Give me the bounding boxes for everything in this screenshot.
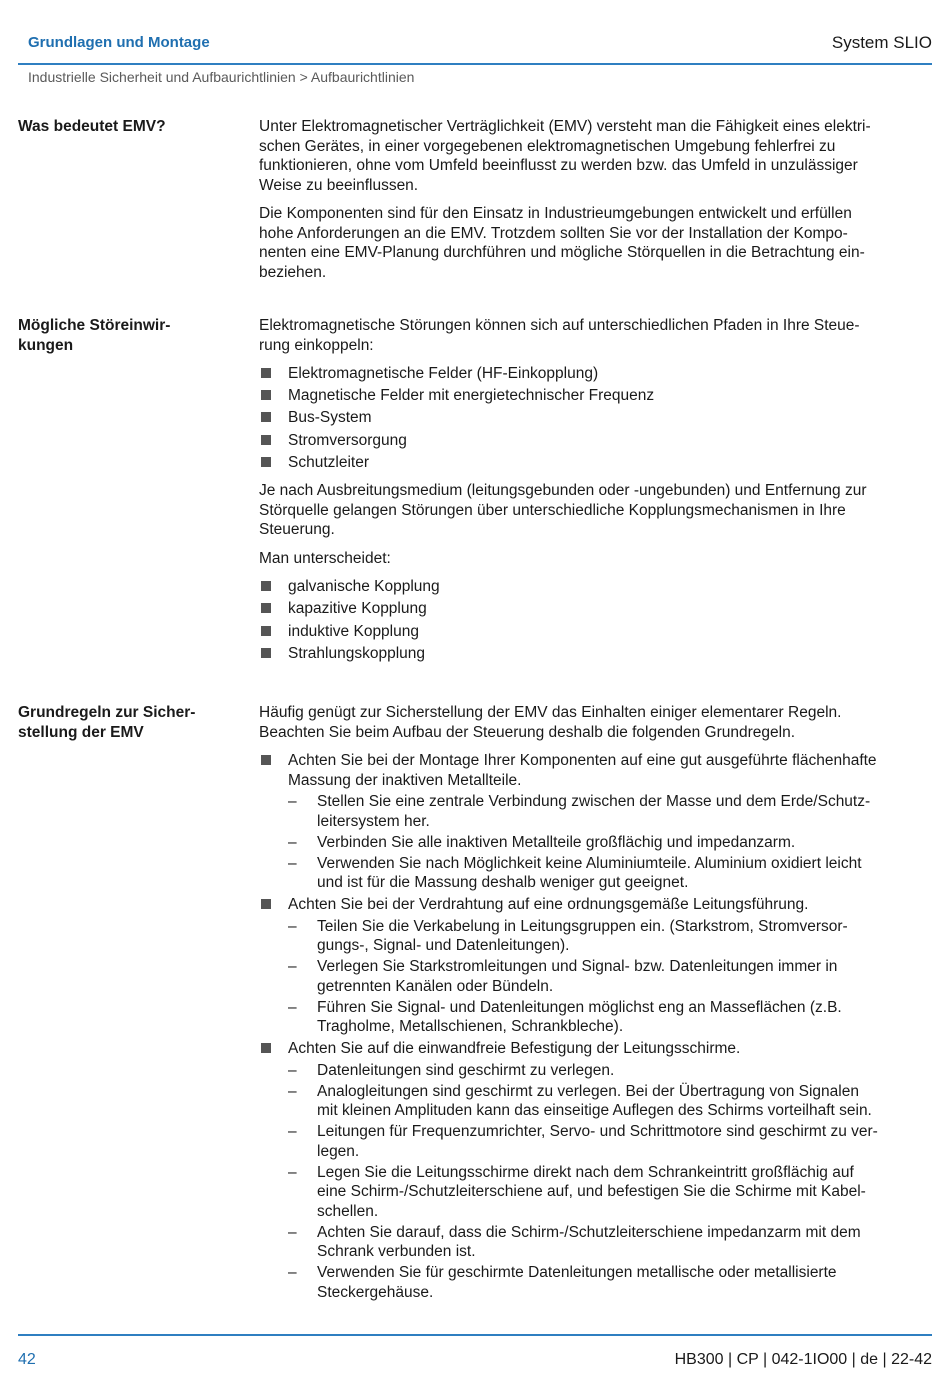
dash-bullet-icon: – xyxy=(288,793,297,810)
sub-list xyxy=(288,917,934,1037)
sub-list-item: – Verbinden Sie alle inaktiven Metallteile großflächig und impedanzarm. xyxy=(288,833,796,851)
list-item: Achten Sie bei der Montage Ihrer Komponenten auf eine gut ausgeführte flächenhafte Massung der inaktiven Metallteile. – Stellen Sie eine zentrale Verbindung zwischen der Masse und dem Erde/Schutz- leitersystem her. – Verbinden Sie alle inaktiven Metallteile großflächig und impedanzarm. – Verwenden Sie nach Möglichkeit keine Aluminiumteile. Aluminium oxidiert leicht und ist für die Massung deshalb weniger gut geeignet. xyxy=(259,751,934,893)
bullet-list-coupling-types xyxy=(259,577,934,663)
paragraph: Man unterscheidet: xyxy=(259,549,391,567)
list-item: Elektromagnetische Felder (HF-Einkopplung) xyxy=(259,364,934,384)
list-item: Strahlungskopplung xyxy=(259,644,934,664)
bullet-list-coupling-paths xyxy=(259,364,934,472)
dash-bullet-icon: – xyxy=(288,917,297,935)
list-item: galvanische Kopplung xyxy=(259,577,934,597)
dash-bullet-icon: – xyxy=(288,1082,297,1100)
square-bullet-icon xyxy=(261,1043,271,1053)
list-item: Schutzleiter xyxy=(259,453,934,473)
paragraph: Elektromagnetische Störungen können sich auf unterschiedlichen Pfaden in Ihre Steue- rung einkoppeln: xyxy=(259,317,860,354)
square-bullet-icon xyxy=(261,581,271,591)
header-chapter-title: Grundlagen und Montage xyxy=(28,34,210,51)
section-label-stoereinwirkungen: Mögliche Störeinwir- kungen xyxy=(18,317,171,354)
dash-bullet-icon: – xyxy=(288,1163,297,1181)
section-label-grundregeln: Grundregeln zur Sicher- stellung der EMV xyxy=(18,704,196,741)
dash-bullet-icon: – xyxy=(288,854,297,872)
dash-bullet-icon: – xyxy=(288,1123,297,1141)
sub-list-item: – Achten Sie darauf, dass die Schirm-/Schutzleiterschiene impedanzarm mit dem Schrank verbunden ist. xyxy=(288,1223,861,1261)
list-item: Stromversorgung xyxy=(259,431,934,451)
sub-list-item: – Datenleitungen sind geschirmt zu verlegen. xyxy=(288,1061,615,1079)
square-bullet-icon xyxy=(261,648,271,658)
sub-list-item: – Verwenden Sie für geschirmte Datenleitungen metallische oder metallisierte Steckergehäuse. xyxy=(288,1264,837,1301)
sub-list-item: – Verlegen Sie Starkstromleitungen und Signal- bzw. Datenleitungen immer in getrennten Kanälen oder Bündeln. xyxy=(288,958,838,995)
list-item: Achten Sie bei der Verdrahtung auf eine ordnungsgemäße Leitungsführung. – Teilen Sie die Verkabelung in Leitungsgruppen ein. (Starkstrom, Stromversor- gungs-, Signal- und Datenleitungen). – Verlegen Sie Starkstromleitungen und Signal- bzw. Datenleitungen immer in getrennten Kanälen oder Bündeln. – Führen Sie Signal- und Datenleitungen möglichst eng an Masseflächen (z.B. Tragholme, Metallschienen, Schrankbleche). xyxy=(259,895,934,1037)
header-product-name: System SLIO xyxy=(831,33,932,52)
breadcrumb: Industrielle Sicherheit und Aufbaurichtlinien > Aufbaurichtlinien xyxy=(28,69,415,85)
section-label-emv: Was bedeutet EMV? xyxy=(18,118,166,135)
section-content-emv xyxy=(259,117,934,291)
dash-bullet-icon: – xyxy=(288,1264,297,1282)
footer-divider xyxy=(18,1334,932,1336)
square-bullet-icon xyxy=(261,412,271,422)
paragraph: Die Komponenten sind für den Einsatz in Industrieumgebungen entwickelt und erfüllen hohe Anforderungen an die EMV. Trotzdem sollten Sie vor der Installation der Kompo- nenten eine EMV-Planung durchführen und mögliche Störquellen in die Betrachtung ein- beziehen. xyxy=(259,205,865,281)
sub-list-item: – Legen Sie die Leitungsschirme direkt nach dem Schrankeintritt großflächig auf eine Schirm-/Schutzleiterschiene auf, und befestigen Sie die Schirme mit Kabel- schellen. xyxy=(288,1163,866,1220)
header-divider xyxy=(18,63,932,65)
paragraph: Häufig genügt zur Sicherstellung der EMV das Einhalten einiger elementarer Regeln. Beachten Sie beim Aufbau der Steuerung deshalb die folgenden Grundregeln. xyxy=(259,704,842,741)
square-bullet-icon xyxy=(261,457,271,467)
paragraph: Je nach Ausbreitungsmedium (leitungsgebunden oder -ungebunden) und Entfernung zur Störquelle gelangen Störungen über unterschiedliche Kopplungsmechanismen in Ihre Steuerung. xyxy=(259,482,867,539)
sub-list-item: – Leitungen für Frequenzumrichter, Servo- und Schrittmotore sind geschirmt zu ver- legen. xyxy=(288,1123,878,1160)
document-reference: HB300 | CP | 042-1IO00 | de | 22-42 xyxy=(674,1351,932,1368)
page-number: 42 xyxy=(18,1351,36,1368)
list-item: kapazitive Kopplung xyxy=(259,599,934,619)
list-item: Bus-System xyxy=(259,408,934,428)
bullet-list-rules xyxy=(259,751,934,1302)
square-bullet-icon xyxy=(261,368,271,378)
sub-list-item: – Teilen Sie die Verkabelung in Leitungsgruppen ein. (Starkstrom, Stromversor- gungs-, Signal- und Datenleitungen). xyxy=(288,917,848,955)
paragraph: Unter Elektromagnetischer Verträglichkeit (EMV) versteht man die Fähigkeit eines elektri- schen Gerätes, in einer vorgegebenen elektromagnetischen Umgebung fehlerfrei zu funktionieren, ohne vom Umfeld beeinflusst zu werden bzw. das Umfeld in unzulässiger Weise zu beeinflussen. xyxy=(259,118,871,194)
section-content-stoereinwirkungen xyxy=(259,316,934,672)
dash-bullet-icon: – xyxy=(288,1061,297,1079)
list-item: Magnetische Felder mit energietechnischer Frequenz xyxy=(259,386,934,406)
sub-list-item: – Führen Sie Signal- und Datenleitungen möglichst eng an Masseflächen (z.B. Tragholme, Metallschienen, Schrankbleche). xyxy=(288,998,842,1036)
dash-bullet-icon: – xyxy=(288,998,297,1016)
square-bullet-icon xyxy=(261,390,271,400)
sub-list-item: – Verwenden Sie nach Möglichkeit keine Aluminiumteile. Aluminium oxidiert leicht und ist für die Massung deshalb weniger gut geeignet. xyxy=(288,854,862,891)
square-bullet-icon xyxy=(261,626,271,636)
square-bullet-icon xyxy=(261,435,271,445)
sub-list-item: – Stellen Sie eine zentrale Verbindung zwischen der Masse und dem Erde/Schutz- leitersystem her. xyxy=(288,793,871,830)
sub-list xyxy=(288,792,934,893)
list-item: induktive Kopplung xyxy=(259,622,934,642)
dash-bullet-icon: – xyxy=(288,958,297,976)
section-content-grundregeln xyxy=(259,703,934,1311)
dash-bullet-icon: – xyxy=(288,1223,297,1241)
dash-bullet-icon: – xyxy=(288,833,297,851)
square-bullet-icon xyxy=(261,755,271,765)
sub-list-item: – Analogleitungen sind geschirmt zu verlegen. Bei der Übertragung von Signalen mit kleinen Amplituden kann das einseitige Auflegen des Schirms vorteilhaft sein. xyxy=(288,1082,872,1120)
list-item: Achten Sie auf die einwandfreie Befestigung der Leitungsschirme. – Datenleitungen sind geschirmt zu verlegen. – Analogleitungen sind geschirmt zu verlegen. Bei der Übertragung von Signalen mit kleinen Amplituden kann das einseitige Auflegen des Schirms vorteilhaft sein. – Leitungen für Frequenzumrichter, Servo- und Schrittmotore sind geschirmt zu ver- legen. – Legen Sie die Leitungsschirme direkt nach dem Schrankeintritt großflächig auf eine Schirm-/Schutzleiterschiene auf, und befestigen Sie die Schirme mit Kabel- schellen. – Achten Sie darauf, dass die Schirm-/Schutzleiterschiene impedanzarm mit dem Schrank verbunden ist. – Verwenden Sie für geschirmte Datenleitungen metallische oder metallisierte Steckergehäuse. xyxy=(259,1039,934,1302)
square-bullet-icon xyxy=(261,603,271,613)
sub-list xyxy=(288,1061,934,1303)
square-bullet-icon xyxy=(261,899,271,909)
